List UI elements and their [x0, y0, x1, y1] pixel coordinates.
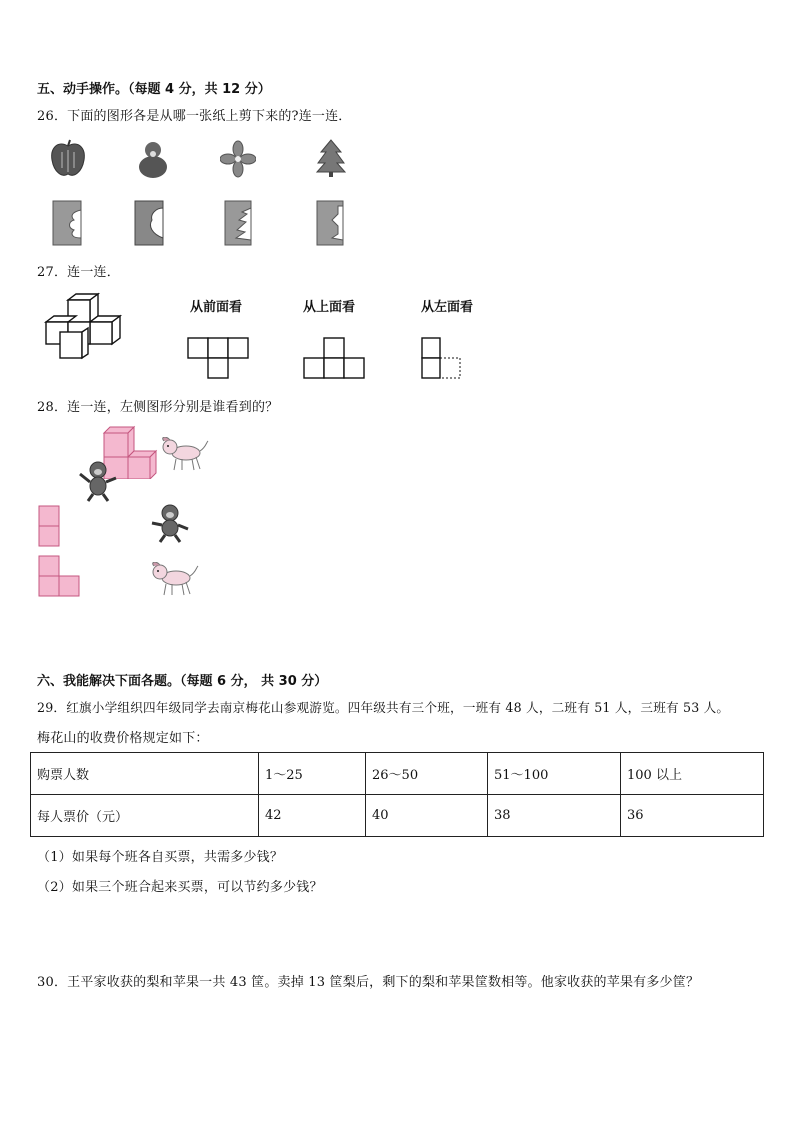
table-cell: 1～25	[259, 753, 366, 795]
table-cell: 42	[259, 795, 366, 837]
section-5-heading: 五、动手操作。（每题 4 分，共 12 分）	[37, 82, 271, 97]
section-6-heading: 六、我能解决下面各题。（每题 6 分， 共 30 分）	[37, 674, 328, 689]
cube-stack-figure	[40, 292, 126, 364]
question-27: 27．连一连．	[37, 265, 120, 280]
left-view-shape	[420, 336, 466, 382]
top-view-shape	[302, 336, 368, 382]
table-cell: 26～50	[366, 753, 488, 795]
table-cell: 购票人数	[31, 753, 259, 795]
question-30: 30．王平家收获的梨和苹果一共 43 筐。卖掉 13 筐梨后，剩下的梨和苹果筐数相等。他家收获的苹果有多少筐？	[37, 975, 700, 990]
monkey-icon	[78, 460, 118, 502]
front-view-shape	[186, 336, 252, 382]
table-cell: 100 以上	[621, 753, 764, 795]
gourd-cutout-icon	[135, 138, 171, 180]
view-label-left: 从左面看	[421, 300, 474, 315]
table-cell: 40	[366, 795, 488, 837]
table-cell: 38	[488, 795, 621, 837]
folded-paper-2-icon	[134, 200, 164, 246]
dog-icon	[160, 437, 210, 473]
flower-cutout-icon	[220, 140, 256, 178]
table-row	[31, 795, 764, 837]
table-cell: 36	[621, 795, 764, 837]
left-figure-1	[38, 505, 62, 549]
question-29-sub1: （1）如果每个班各自买票，共需多少钱？	[37, 850, 284, 865]
folded-paper-4-icon	[316, 200, 344, 246]
question-29-sub2: （2）如果三个班合起来买票，可以节约多少钱？	[37, 880, 323, 895]
question-28: 28．连一连，左侧图形分别是谁看到的？	[37, 400, 279, 415]
folded-paper-3-icon	[224, 200, 252, 246]
question-29-line2: 梅花山的收费价格规定如下：	[37, 731, 209, 746]
table-cell: 51～100	[488, 753, 621, 795]
table-row	[31, 753, 764, 795]
question-26: 26．下面的图形各是从哪一张纸上剪下来的?连一连．	[37, 109, 352, 124]
price-table	[30, 752, 764, 837]
view-label-top: 从上面看	[303, 300, 356, 315]
question-29: 29．红旗小学组织四年级同学去南京梅花山参观游览。四年级共有三个班，一班有 48 人，二班有 51 人，三班有 53 人。	[37, 700, 730, 715]
left-figure-2	[38, 555, 84, 599]
apple-cutout-icon	[48, 138, 88, 180]
view-label-front: 从前面看	[190, 300, 243, 315]
folded-paper-1-icon	[52, 200, 82, 246]
table-cell: 每人票价（元）	[31, 795, 259, 837]
tree-cutout-icon	[315, 138, 347, 178]
dog-icon	[150, 562, 200, 598]
monkey-icon	[150, 503, 190, 543]
